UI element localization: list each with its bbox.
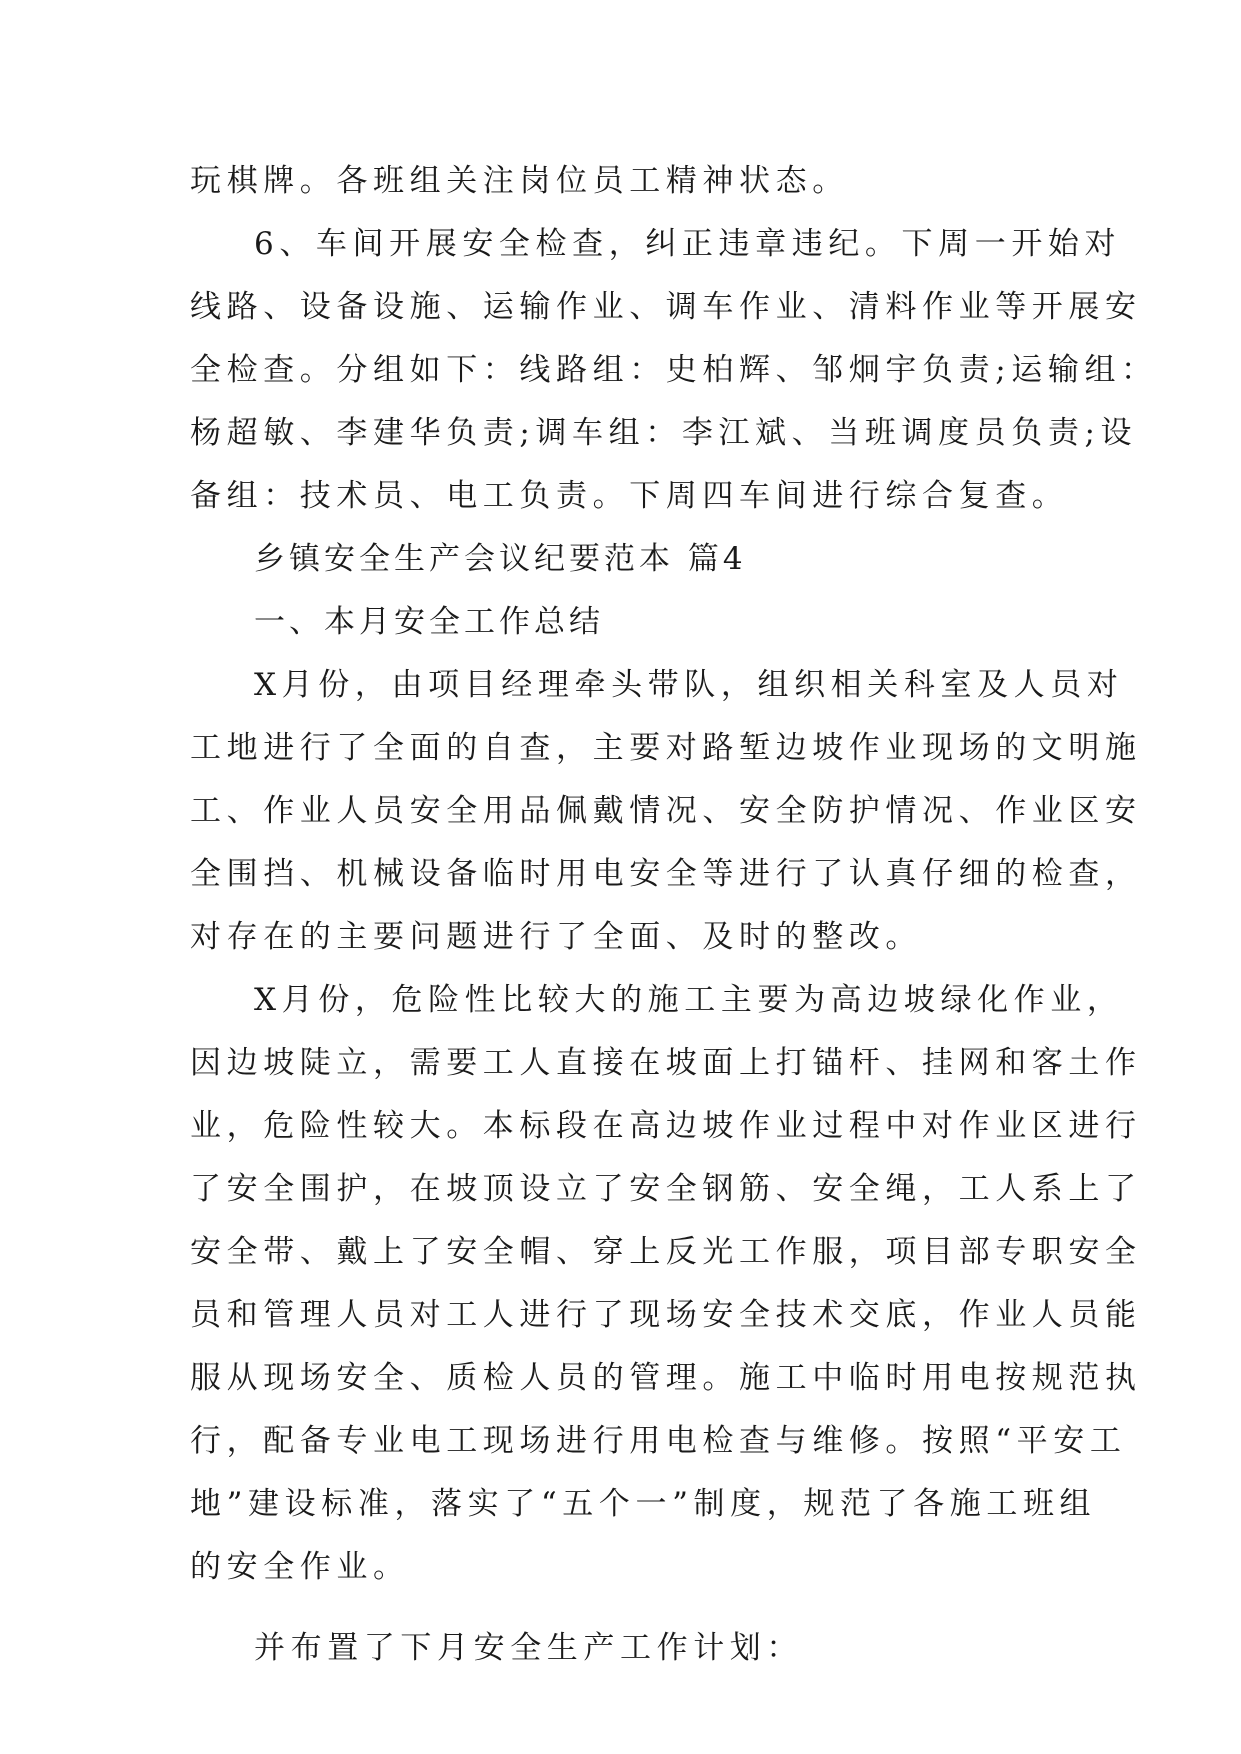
subsection-heading: 一、本月安全工作总结 <box>254 604 604 640</box>
text-line: 并布置了下月安全生产工作计划： <box>254 1630 803 1666</box>
text-line: 行，配备专业电工现场进行用电检查与维修。按照“平安工 <box>190 1423 1127 1459</box>
text-line: 玩棋牌。各班组关注岗位员工精神状态。 <box>190 163 849 199</box>
text-line: 因边坡陡立，需要工人直接在坡面上打锚杆、挂网和客土作 <box>190 1045 1142 1081</box>
text-line: 6、车间开展安全检查，纠正违章违纪。下周一开始对 <box>254 226 1122 262</box>
text-line: X月份，危险性比较大的施工主要为高边坡绿化作业， <box>254 982 1124 1018</box>
document-page <box>190 150 1158 1680</box>
text-line: 员和管理人员对工人进行了现场安全技术交底，作业人员能 <box>190 1297 1142 1333</box>
text-line: 工、作业人员安全用品佩戴情况、安全防护情况、作业区安 <box>190 793 1142 829</box>
text-line: 全围挡、机械设备临时用电安全等进行了认真仔细的检查， <box>190 856 1142 892</box>
text-line: 全检查。分组如下：线路组：史柏辉、邹炯宇负责;运输组： <box>190 352 1158 388</box>
text-line: 了安全围护，在坡顶设立了安全钢筋、安全绳，工人系上了 <box>190 1171 1142 1207</box>
text-line: 服从现场安全、质检人员的管理。施工中临时用电按规范执 <box>190 1360 1142 1396</box>
text-line: 备组：技术员、电工负责。下周四车间进行综合复查。 <box>190 478 1069 514</box>
section-heading: 乡镇安全生产会议纪要范本 篇4 <box>254 541 747 577</box>
text-line: 的安全作业。 <box>190 1549 410 1585</box>
text-line: 地”建设标准，落实了“五个一”制度，规范了各施工班组 <box>190 1486 1097 1522</box>
text-line: 线路、设备设施、运输作业、调车作业、清料作业等开展安 <box>190 289 1142 325</box>
text-line: 对存在的主要问题进行了全面、及时的整改。 <box>190 919 922 955</box>
text-line: 杨超敏、李建华负责;调车组：李江斌、当班调度员负责;设 <box>190 415 1138 451</box>
text-line: 工地进行了全面的自查，主要对路堑边坡作业现场的文明施 <box>190 730 1142 766</box>
text-line: X月份，由项目经理牵头带队，组织相关科室及人员对 <box>254 667 1124 703</box>
text-line: 安全带、戴上了安全帽、穿上反光工作服，项目部专职安全 <box>190 1234 1142 1270</box>
text-line: 业，危险性较大。本标段在高边坡作业过程中对作业区进行 <box>190 1108 1142 1144</box>
